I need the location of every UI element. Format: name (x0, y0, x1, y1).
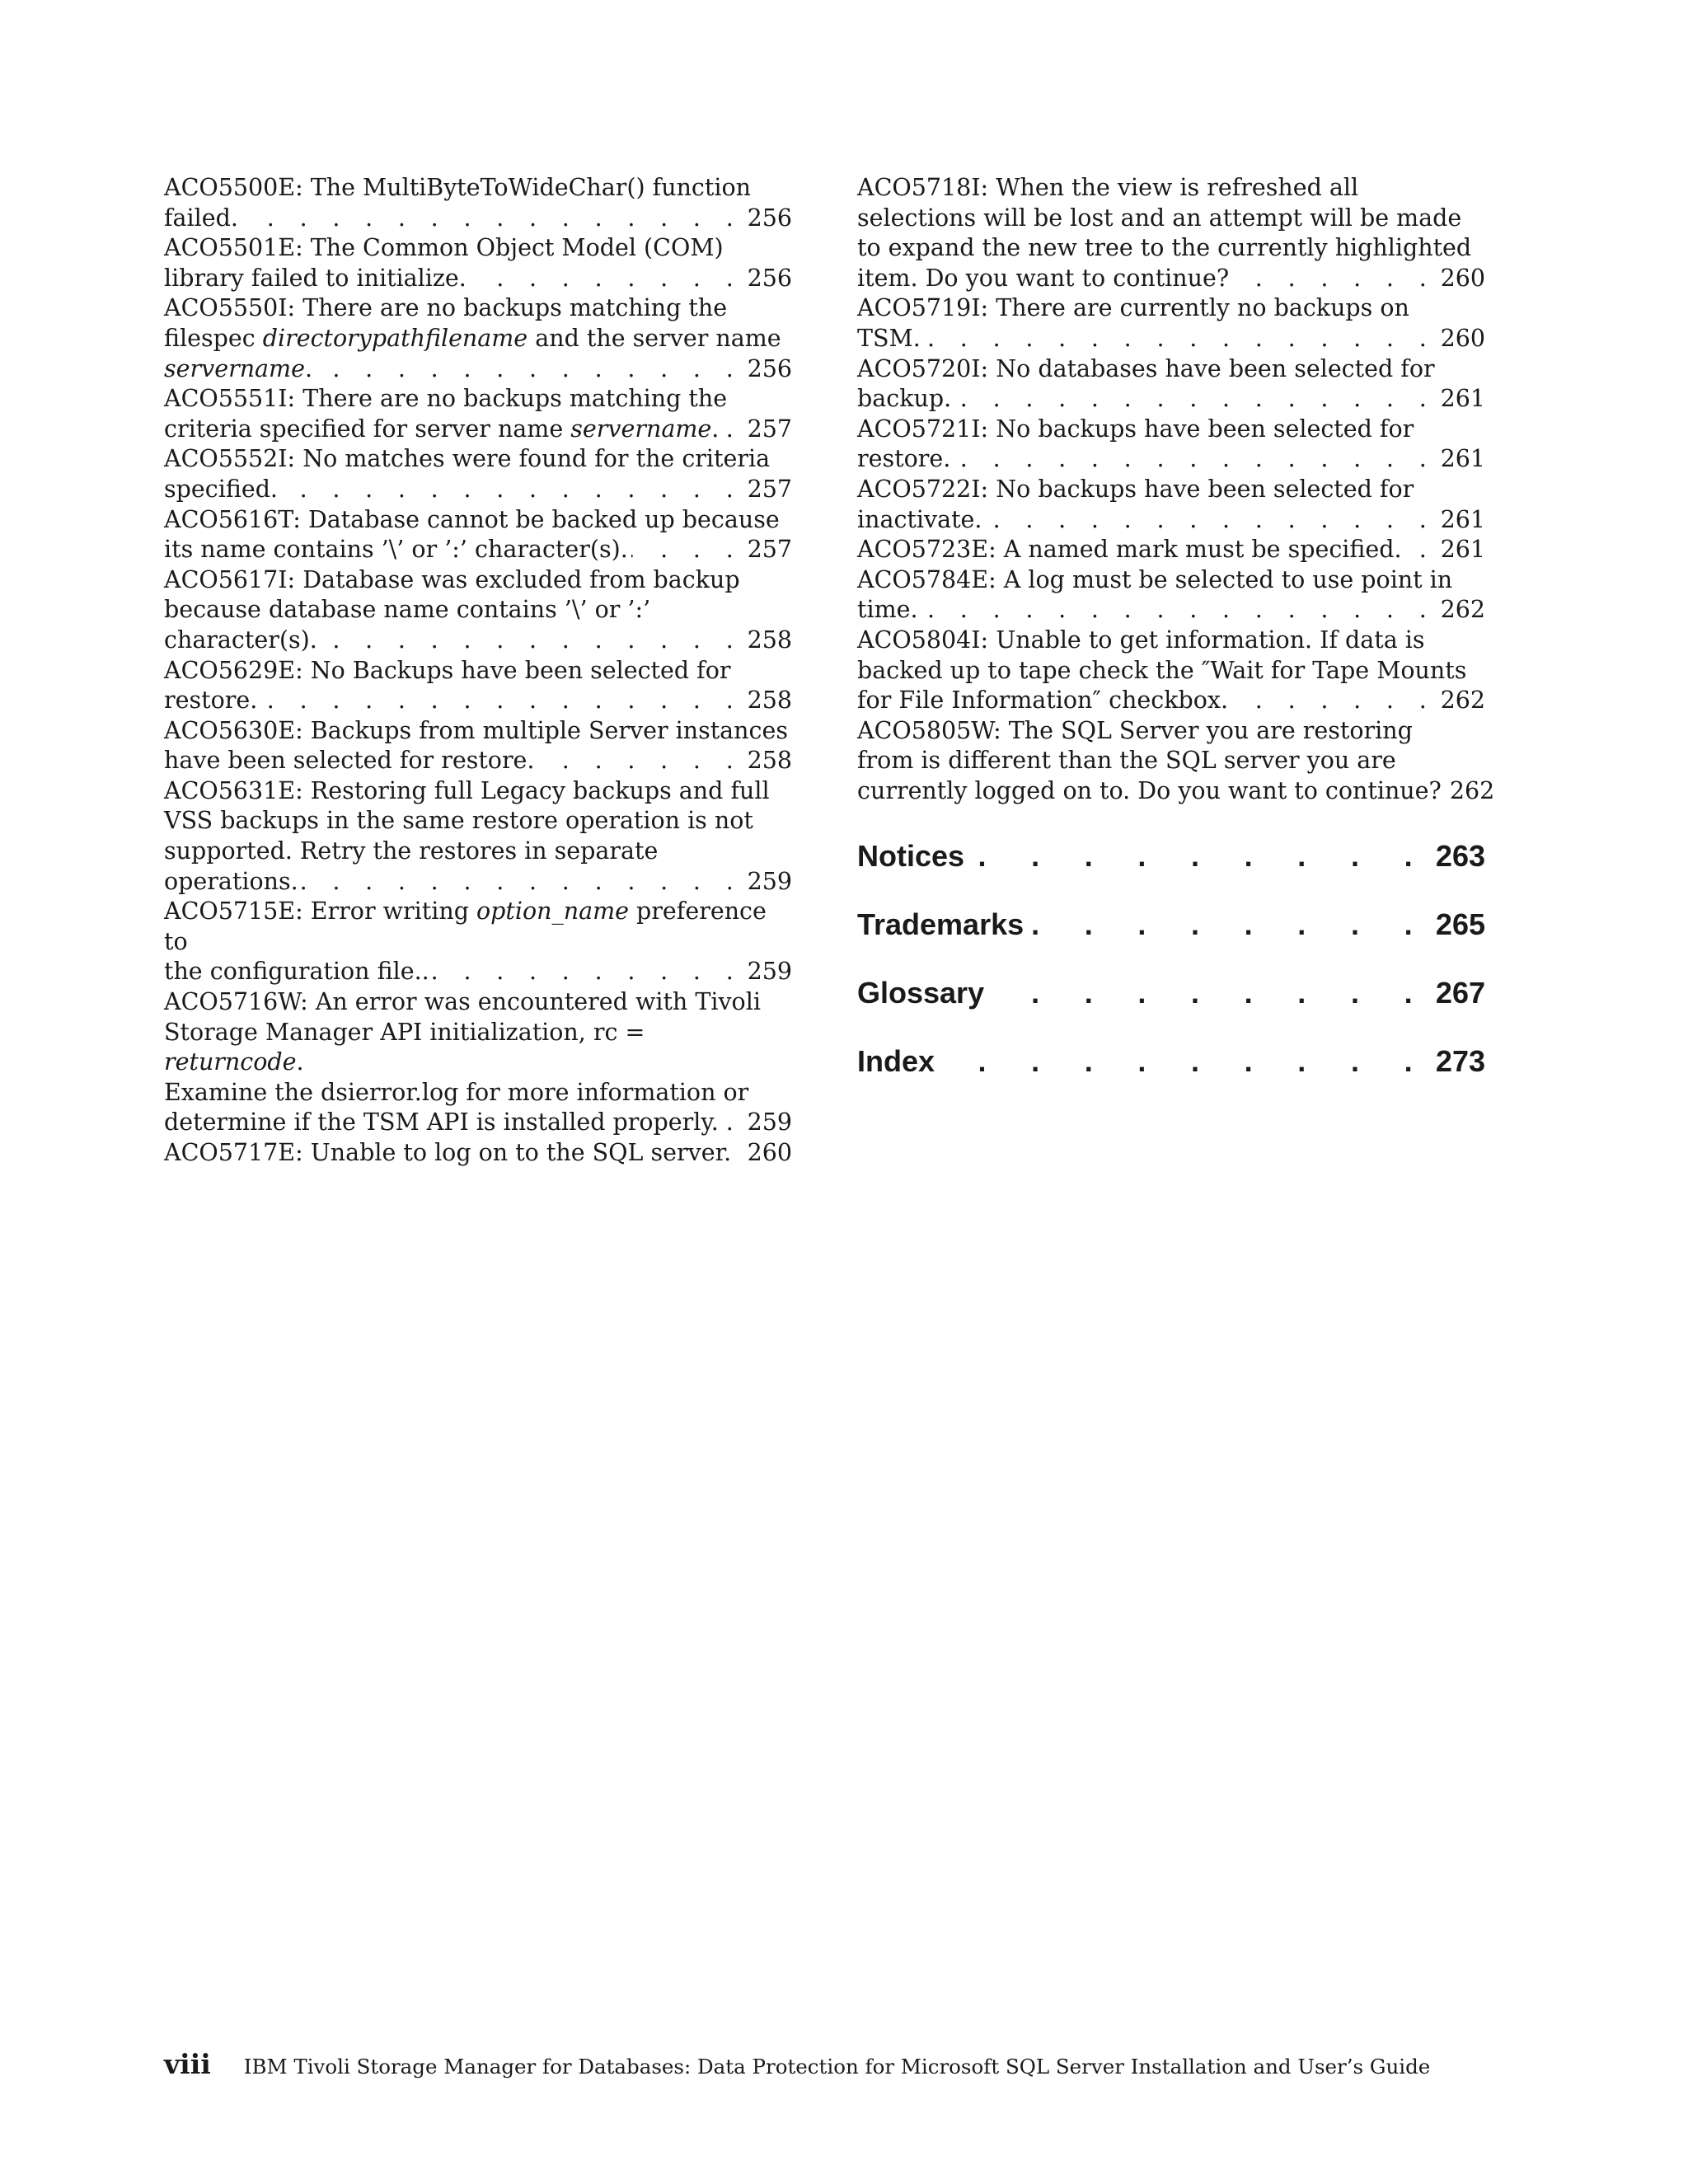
page-number: 256 (747, 264, 792, 292)
dot-leader (321, 626, 743, 656)
entry-text: operations. (164, 867, 298, 895)
page-number: 261 (1440, 536, 1485, 564)
entry-text: ACO5718I: When the view is refreshed all (857, 174, 1359, 201)
entry-text: backed up to tape check the ″Wait for Tape Mounts (857, 656, 1467, 684)
toc-entry-aco5552i[interactable] (164, 444, 792, 504)
dot-leader (433, 957, 743, 987)
entry-text: from is different than the SQL server you are (857, 747, 1396, 775)
page-number: 260 (747, 1139, 792, 1166)
toc-entry-aco5718i[interactable] (857, 173, 1485, 293)
toc-entry-aco5784e[interactable] (857, 565, 1485, 626)
toc-entry-aco5715e[interactable] (164, 897, 792, 987)
page-number: 261 (1440, 505, 1485, 533)
entry-text: . (304, 354, 313, 382)
toc-entry-aco5629e[interactable] (164, 656, 792, 716)
toc-entry-aco5720i[interactable] (857, 354, 1485, 415)
page-footer (164, 2048, 1430, 2080)
page-number: 267 (1435, 976, 1485, 1010)
toc-right-column (857, 173, 1495, 1111)
dot-leader (954, 384, 1435, 415)
toc-section-trademarks[interactable] (857, 906, 1485, 947)
entry-text: ACO5715E: Error writing (164, 898, 477, 926)
entry-text: Storage Manager API initialization, rc = (164, 1018, 645, 1046)
entry-text: ACO5716W: An error was encountered with Tivoli (164, 988, 761, 1016)
entry-text: . (296, 1048, 304, 1076)
toc-entry-aco5500e[interactable] (164, 173, 792, 233)
entry-text-italic: option_name (476, 898, 629, 926)
toc-entry-aco5551i[interactable] (164, 384, 792, 444)
section-title: Index (857, 1044, 935, 1079)
entry-text: ACO5717E: Unable to log on to the SQL server. (164, 1139, 732, 1166)
entry-text: ACO5631E: Restoring full Legacy backups and full (164, 776, 770, 804)
page-number: 259 (747, 1108, 792, 1137)
entry-text: ACO5501E: The Common Object Model (COM) (164, 234, 724, 262)
entry-text: ACO5500E: The MultiByteToWideChar() function (164, 174, 751, 201)
dot-leader (722, 415, 742, 445)
page-folio: viii (164, 2048, 211, 2080)
entry-text: . (711, 415, 720, 443)
entry-text: failed. (164, 204, 238, 232)
entry-text: restore. (164, 687, 258, 715)
toc-entry-aco5617i[interactable] (164, 565, 792, 656)
entry-text: ACO5719I: There are currently no backups on (857, 294, 1409, 322)
page-number: 259 (747, 958, 792, 986)
entry-text: ACO5723E: A named mark must be specified. (857, 536, 1402, 564)
entry-text: ACO5804I: Unable to get information. If data is (857, 626, 1425, 654)
dot-leader (538, 746, 743, 776)
entry-text-italic: returncode (164, 1048, 297, 1076)
toc-entry-aco5716w[interactable] (164, 987, 792, 1138)
entry-text: Examine the dsierror.log for more information or (164, 1078, 749, 1106)
entry-text: ACO5720I: No databases have been selected for (857, 354, 1435, 382)
entry-text-line (164, 897, 792, 957)
page-number: 257 (747, 475, 792, 503)
entry-text: the configuration file.. (164, 958, 429, 986)
toc-left-column (164, 173, 792, 1169)
entry-text: and the server name (528, 324, 781, 352)
book-title: IBM Tivoli Storage Manager for Databases: Data Protection for Microsoft SQL Server Installation and User’s Guide (243, 2055, 1431, 2079)
entry-text: character(s). (164, 626, 317, 654)
entry-text: library failed to initialize. (164, 264, 467, 292)
dot-leader (470, 264, 743, 294)
toc-entry-aco5805w[interactable] (857, 716, 1495, 807)
entry-text: preference to (164, 898, 767, 955)
entry-text: ACO5722I: No backups have been selected for (857, 475, 1414, 503)
entry-text: TSM. (857, 324, 921, 352)
page-number: 265 (1435, 907, 1485, 942)
dot-leader (1405, 535, 1436, 565)
dot-leader (1030, 906, 1431, 944)
entry-text: ACO5805W: The SQL Server you are restoring (857, 716, 1413, 744)
page-number: 263 (1435, 839, 1485, 874)
section-title: Trademarks (857, 907, 1025, 942)
toc-section-glossary[interactable] (857, 974, 1485, 1015)
entry-text: VSS backups in the same restore operation is not (164, 807, 753, 835)
toc-entry-aco5723e[interactable] (857, 535, 1485, 565)
dot-leader (281, 475, 743, 505)
page-number: 259 (747, 867, 792, 895)
toc-entry-aco5630e[interactable] (164, 716, 792, 776)
dot-leader (316, 354, 743, 385)
page-number: 257 (747, 415, 792, 443)
entry-text: supported. Retry the restores in separate (164, 837, 659, 865)
page-number: 258 (747, 626, 792, 654)
dot-leader (991, 974, 1431, 1012)
entry-text: ACO5629E: No Backups have been selected for (164, 656, 731, 684)
entry-text: ACO5721I: No backups have been selected for (857, 415, 1414, 443)
toc-entry-aco5631e[interactable] (164, 776, 792, 897)
page-number: 273 (1435, 1044, 1485, 1079)
entry-text: restore. (857, 445, 951, 473)
dot-leader (241, 204, 743, 234)
entry-text: currently logged on to. Do you want to continue? (857, 776, 1442, 804)
page-number: 262 (1440, 596, 1485, 624)
page-number: 261 (1440, 445, 1485, 473)
entry-text: time. (857, 596, 918, 624)
entry-text: for File Information″ checkbox. (857, 687, 1229, 715)
page-number: 262 (1440, 687, 1485, 715)
dot-leader (302, 867, 743, 898)
toc-entry-aco5721i[interactable] (857, 415, 1485, 475)
toc-entry-aco5719i[interactable] (857, 293, 1485, 354)
entry-text-italic: servername (570, 415, 712, 443)
entry-text: its name contains ’\’ or ’:’ character(s). (164, 536, 628, 564)
dot-leader (985, 505, 1435, 536)
entry-text: to expand the new tree to the currently highlighted (857, 234, 1472, 262)
toc-section-notices[interactable] (857, 837, 1485, 879)
page-number: 258 (747, 687, 792, 715)
dot-leader (924, 324, 1436, 354)
toc-entry-aco5550i[interactable] (164, 293, 792, 384)
dot-leader (954, 444, 1435, 475)
page-number: 261 (1440, 385, 1485, 413)
toc-entry-aco5722i[interactable] (857, 475, 1485, 535)
entry-text: ACO5784E: A log must be selected to use point in (857, 565, 1453, 593)
dot-leader (1232, 264, 1435, 294)
entry-text: have been selected for restore. (164, 747, 535, 775)
entry-text: ACO5552I: No matches were found for the criteria (164, 445, 771, 473)
section-title: Notices (857, 839, 965, 874)
page-number: 260 (1440, 264, 1485, 292)
entry-text-line (164, 1018, 792, 1078)
dot-leader (722, 1108, 743, 1138)
toc-entry-aco5804i[interactable] (857, 626, 1485, 716)
page-number: 258 (747, 747, 792, 775)
entry-text: specified. (164, 475, 278, 503)
entry-text-italic: servername (164, 354, 305, 382)
dot-leader (631, 535, 743, 565)
entry-text: ACO5551I: There are no backups matching the (164, 385, 728, 413)
toc-entry-aco5616t[interactable] (164, 505, 792, 565)
entry-text: item. Do you want to continue? (857, 264, 1230, 292)
entry-text: ACO5616T: Database cannot be backed up because (164, 505, 780, 533)
dot-leader (1231, 686, 1436, 716)
page-number: 257 (747, 536, 792, 564)
entry-text: inactivate. (857, 505, 982, 533)
page-number: 256 (747, 204, 792, 232)
entry-text: ACO5550I: There are no backups matching the (164, 294, 728, 322)
entry-text-italic: directorypathfilename (262, 324, 528, 352)
toc-section-index[interactable] (857, 1043, 1485, 1084)
page-number: 262 (1449, 776, 1495, 804)
toc-entry-aco5717e[interactable] (164, 1138, 792, 1169)
entry-text-line (164, 324, 792, 354)
toc-entry-aco5501e[interactable] (164, 233, 792, 293)
entry-text: filespec (164, 324, 263, 352)
entry-text: selections will be lost and an attempt will be made (857, 204, 1462, 232)
page-number: 260 (1440, 324, 1485, 352)
entry-text: because database name contains ’\’ or ’:’ (164, 596, 651, 624)
dot-leader (941, 1043, 1431, 1080)
entry-text: backup. (857, 385, 952, 413)
dot-leader (971, 837, 1431, 875)
dot-leader (921, 595, 1436, 626)
entry-text: criteria specified for server name (164, 415, 571, 443)
dot-leader (260, 686, 742, 716)
section-title: Glossary (857, 976, 985, 1010)
page-number: 256 (747, 354, 792, 382)
entry-text: ACO5630E: Backups from multiple Server instances (164, 716, 788, 744)
entry-text: ACO5617I: Database was excluded from backup (164, 565, 740, 593)
entry-text: determine if the TSM API is installed properly. (164, 1108, 719, 1137)
